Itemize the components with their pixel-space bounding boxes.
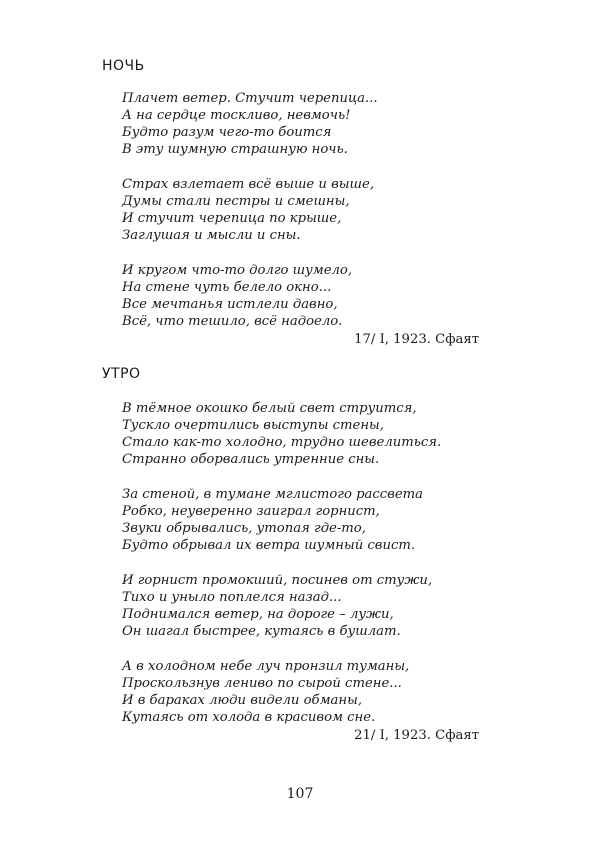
verse-line: Поднимался ветер, на дороге – лужи, [122, 607, 394, 622]
verse-line: А в холодном небе луч пронзил туманы, [122, 659, 410, 674]
verse-line: А на сердце тоскливо, невмочь! [122, 108, 351, 123]
verse-line: Проскользнув лениво по сырой стене... [122, 676, 402, 691]
verse-line: И горнист промокший, посинев от стужи, [122, 573, 433, 588]
stanza [122, 486, 423, 554]
verse-line: Звуки обрывались, утопая где-то, [122, 521, 366, 536]
verse-line: И в бараках люди видели обманы, [122, 693, 363, 708]
verse-line: Кутаясь от холода в красивом сне. [122, 710, 376, 725]
poem-dateline: 17/ I, 1923. Сфаят [354, 332, 479, 347]
verse-line: Стало как-то холодно, трудно шевелиться. [122, 435, 442, 450]
verse-line: И стучит черепица по крыше, [122, 211, 342, 226]
poem-title: УТРО [102, 366, 141, 382]
poem-dateline: 21/ I, 1923. Сфаят [354, 728, 479, 743]
verse-line: Он шагал быстрее, кутаясь в бушлат. [122, 624, 401, 639]
verse-line: Робко, неуверенно заиграл горнист, [122, 504, 380, 519]
verse-line: Тихо и уныло поплелся назад... [122, 590, 342, 605]
poem-title: НОЧЬ [102, 58, 145, 74]
verse-line: За стеной, в тумане мглистого рассвета [122, 487, 424, 502]
verse-line: Будто обрывал их ветра шумный свист. [122, 538, 416, 553]
verse-line: В эту шумную страшную ночь. [122, 142, 348, 157]
verse-line: Думы стали пестры и смешны, [122, 194, 350, 209]
stanza [122, 90, 378, 158]
verse-line: Заглушая и мысли и сны. [122, 228, 301, 243]
stanza [122, 572, 432, 640]
verse-line: Тускло очертились выступы стены, [122, 418, 384, 433]
verse-line: На стене чуть белело окно... [122, 280, 332, 295]
stanza [122, 176, 374, 244]
page-number: 107 [286, 786, 314, 802]
verse-line: Плачет ветер. Стучит черепица... [122, 91, 378, 106]
verse-line: Страх взлетает всё выше и выше, [122, 177, 375, 192]
verse-line: Будто разум чего-то боится [122, 125, 332, 140]
stanza [122, 658, 409, 726]
stanza [122, 262, 352, 330]
verse-line: И кругом что-то долго шумело, [122, 263, 353, 278]
verse-line: Все мечтанья истлели давно, [122, 297, 338, 312]
verse-line: В тёмное окошко белый свет струится, [122, 401, 417, 416]
verse-line: Всё, что тешило, всё надоело. [122, 314, 343, 329]
verse-line: Странно оборвались утренние сны. [122, 452, 380, 467]
stanza [122, 400, 441, 468]
